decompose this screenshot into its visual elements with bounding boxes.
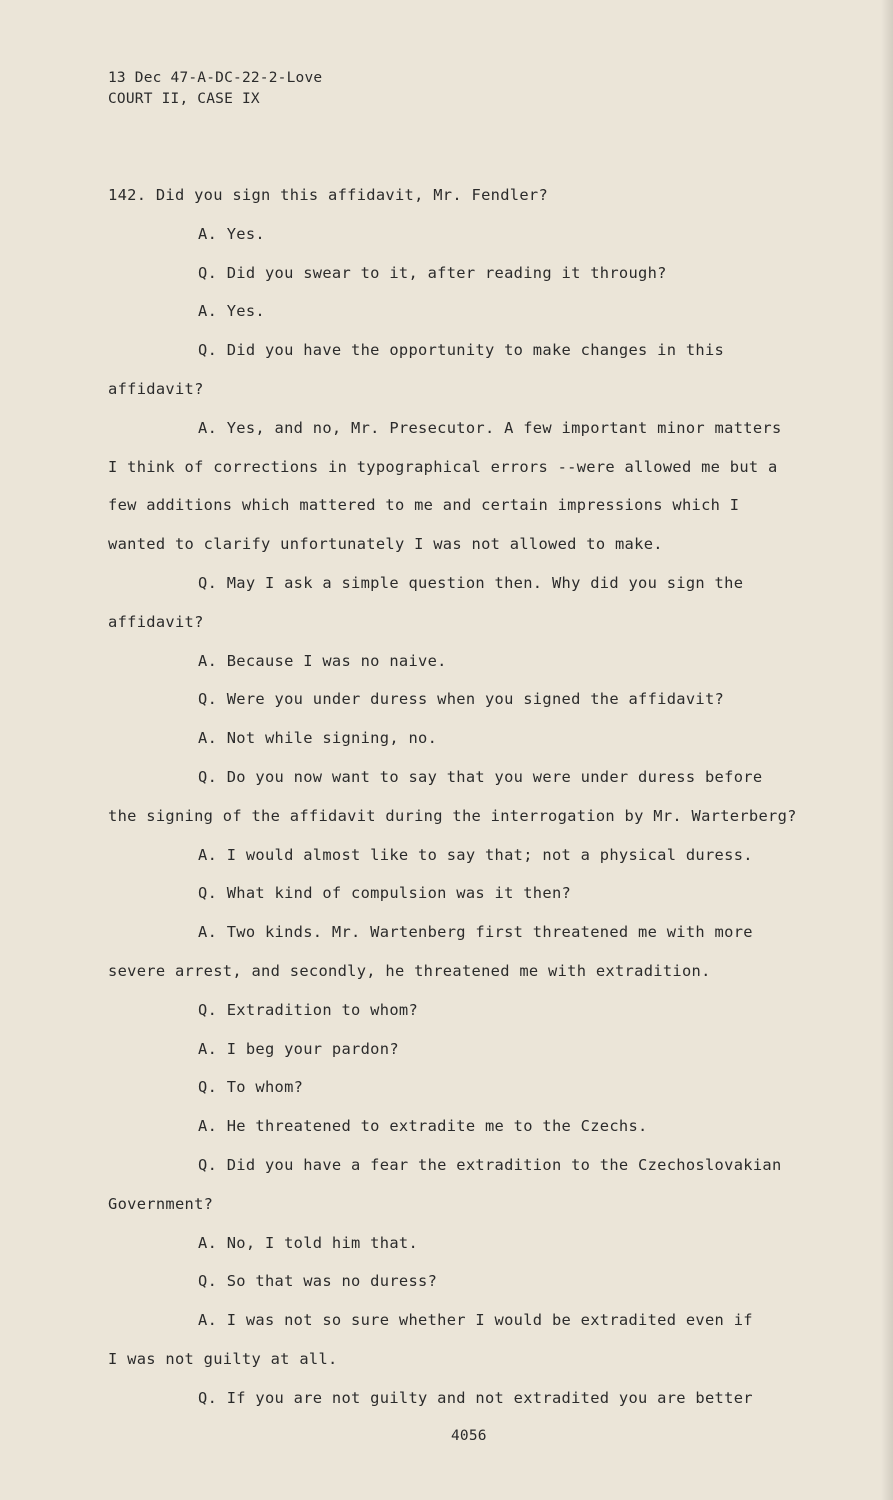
transcript-line: affidavit? bbox=[108, 379, 204, 398]
transcript-line: Q. Extradition to whom? bbox=[198, 1000, 419, 1019]
transcript-line: 142. Did you sign this affidavit, Mr. Fendler? bbox=[108, 186, 549, 204]
transcript-line: A. Because I was no naive. bbox=[198, 651, 447, 670]
transcript-line: severe arrest, and secondly, he threatened me with extradition. bbox=[108, 961, 711, 980]
transcript-line: affidavit? bbox=[108, 612, 204, 631]
transcript-line: Government? bbox=[108, 1194, 214, 1213]
transcript-line: Q. So that was no duress? bbox=[198, 1272, 438, 1291]
transcript-line: wanted to clarify unfortunately I was not allowed to make. bbox=[108, 535, 663, 554]
transcript-line: A. Two kinds. Mr. Wartenberg first threatened me with more bbox=[198, 923, 753, 942]
transcript-line: A. I beg your pardon? bbox=[198, 1039, 399, 1058]
transcript-line: I think of corrections in typographical errors --were allowed me but a bbox=[108, 457, 778, 476]
transcript-line: Q. Did you swear to it, after reading it through? bbox=[198, 263, 667, 282]
transcript-line: Q. Were you under duress when you signed the affidavit? bbox=[198, 690, 725, 709]
transcript-line: A. Yes, and no, Mr. Presecutor. A few important minor matters bbox=[198, 418, 782, 437]
transcript-line: A. Yes. bbox=[198, 302, 265, 321]
transcript-line: the signing of the affidavit during the interrogation by Mr. Warterberg? bbox=[108, 806, 797, 825]
transcript-line: Q. Did you have the opportunity to make changes in this bbox=[198, 341, 725, 360]
case-reference: 13 Dec 47-A-DC-22-2-Love bbox=[108, 70, 323, 86]
transcript-body bbox=[108, 185, 818, 1427]
transcript-line: A. He threatened to extradite me to the Czechs. bbox=[198, 1117, 648, 1136]
transcript-line: A. I would almost like to say that; not a physical duress. bbox=[198, 845, 753, 864]
transcript-line: I was not guilty at all. bbox=[108, 1349, 338, 1368]
transcript-line: A. Yes. bbox=[198, 224, 265, 243]
transcript-line: Q. May I ask a simple question then. Why did you sign the bbox=[198, 573, 744, 592]
transcript-line: Q. Do you now want to say that you were under duress before bbox=[198, 767, 763, 786]
transcript-line: Q. If you are not guilty and not extradited you are better bbox=[198, 1388, 753, 1407]
page-number: 4056 bbox=[451, 1428, 487, 1444]
document-header bbox=[108, 68, 322, 110]
transcript-line: A. Not while signing, no. bbox=[198, 729, 438, 748]
transcript-line: A. No, I told him that. bbox=[198, 1233, 419, 1252]
transcript-line: Q. To whom? bbox=[198, 1078, 304, 1097]
transcript-line: few additions which mattered to me and certain impressions which I bbox=[108, 496, 740, 515]
transcript-line: Q. Did you have a fear the extradition to the Czechoslovakian bbox=[198, 1155, 782, 1174]
transcript-line: A. I was not so sure whether I would be extradited even if bbox=[198, 1311, 753, 1330]
transcript-line: Q. What kind of compulsion was it then? bbox=[198, 884, 572, 903]
court-case-label: COURT II, CASE IX bbox=[108, 91, 260, 107]
